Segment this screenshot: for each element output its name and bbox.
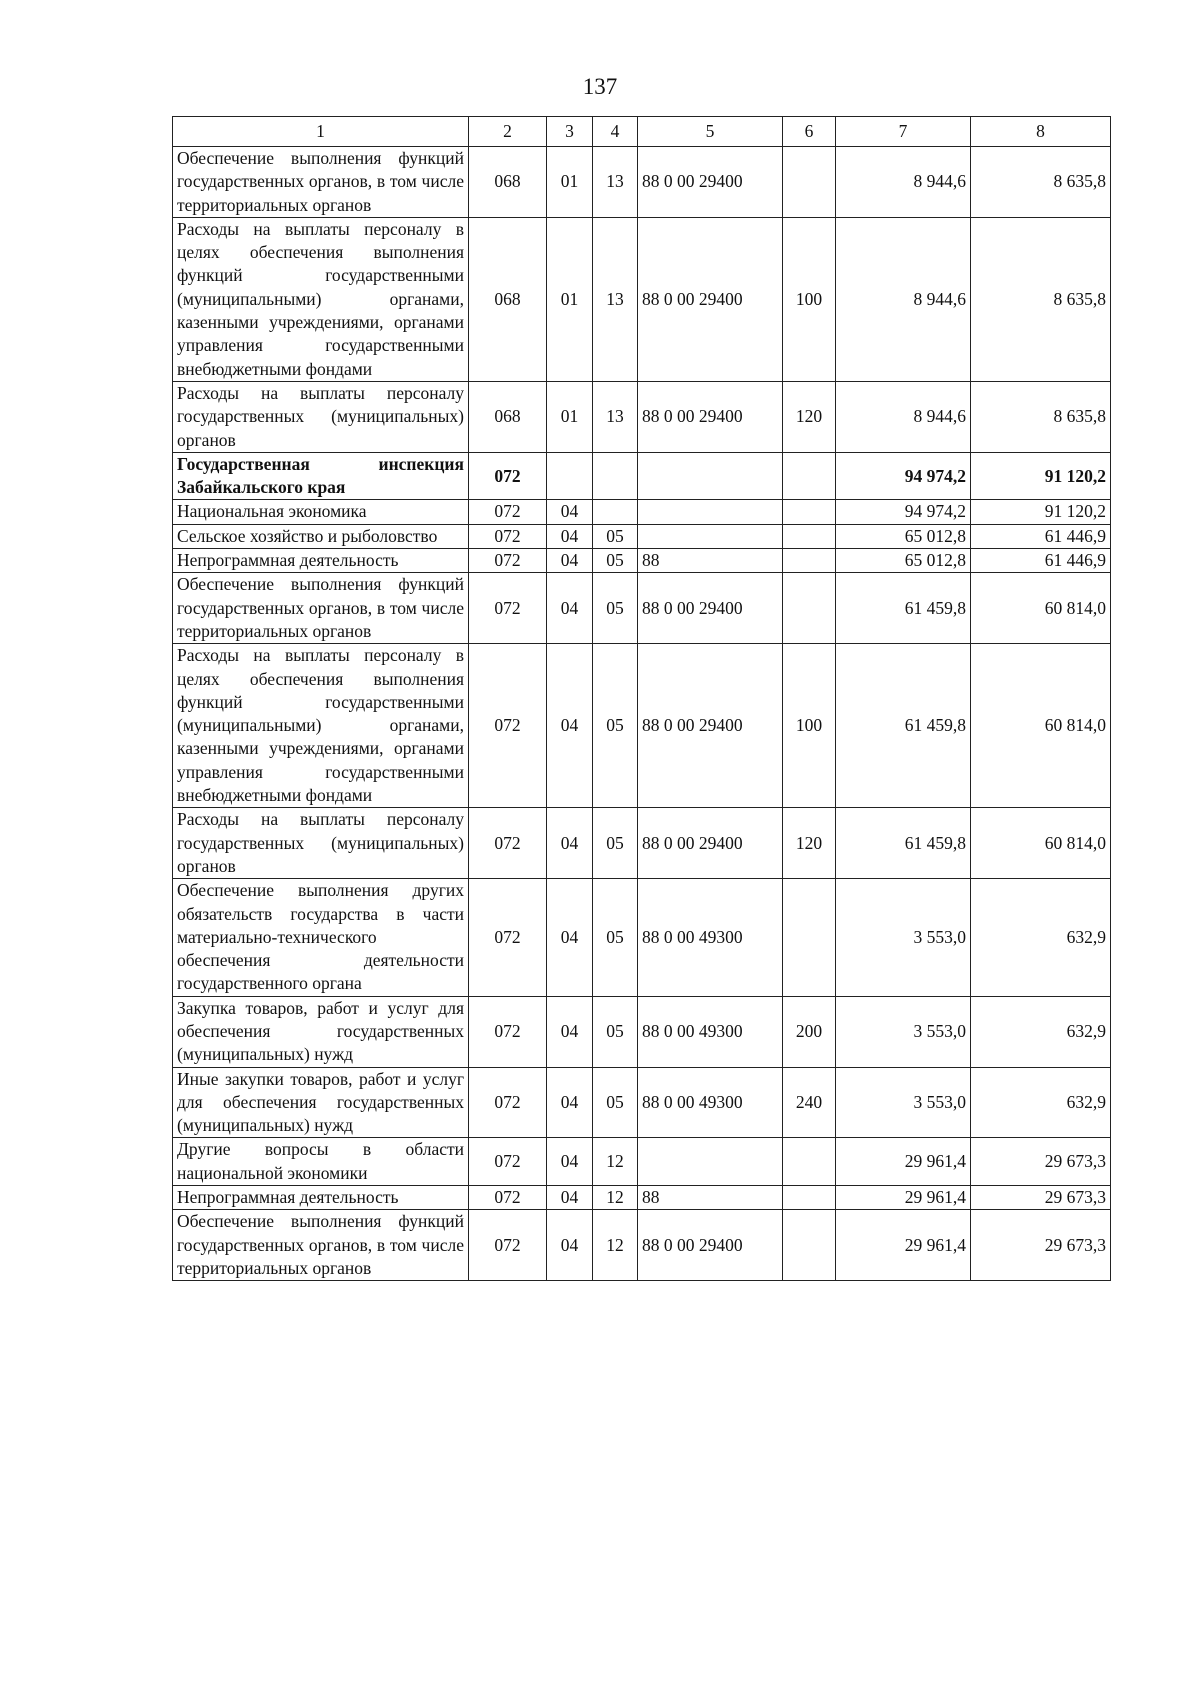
target-article-cell: 88 0 00 49300 [638,1067,783,1138]
ministry-code-cell: 072 [469,1138,547,1186]
amount-col7-cell: 8 944,6 [836,381,971,452]
section-code-cell: 04 [547,996,593,1067]
table-row [173,808,1111,879]
table-row [173,1138,1111,1186]
expense-type-cell: 200 [783,996,836,1067]
amount-col8-cell: 29 673,3 [971,1138,1111,1186]
amount-col7-cell: 8 944,6 [836,147,971,218]
amount-col8-cell: 60 814,0 [971,808,1111,879]
header-cell: 1 [173,117,469,147]
target-article-cell [638,524,783,548]
ministry-code-cell: 072 [469,1186,547,1210]
item-name-cell: Иные закупки товаров, работ и услуг для обеспечения государственных (муниципальных) нужд [173,1067,469,1138]
target-article-cell [638,1138,783,1186]
page-number: 137 [582,74,618,99]
section-code-cell: 01 [547,147,593,218]
expense-type-cell [783,1138,836,1186]
expense-type-cell [783,549,836,573]
target-article-cell: 88 0 00 49300 [638,996,783,1067]
ministry-code-cell: 072 [469,996,547,1067]
ministry-code-cell: 068 [469,217,547,381]
header-cell: 3 [547,117,593,147]
amount-col7-cell: 61 459,8 [836,644,971,808]
amount-col7-cell: 65 012,8 [836,524,971,548]
expense-type-cell [783,147,836,218]
target-article-cell [638,500,783,524]
target-article-cell: 88 0 00 29400 [638,1210,783,1281]
expense-type-cell [783,524,836,548]
table-row [173,1186,1111,1210]
amount-col7-cell: 3 553,0 [836,1067,971,1138]
expense-type-cell: 120 [783,808,836,879]
table-row [173,549,1111,573]
expense-type-cell: 100 [783,217,836,381]
target-article-cell: 88 0 00 29400 [638,644,783,808]
target-article-cell: 88 0 00 29400 [638,147,783,218]
amount-col8-cell: 8 635,8 [971,381,1111,452]
amount-col8-cell: 60 814,0 [971,644,1111,808]
target-article-cell: 88 0 00 29400 [638,808,783,879]
ministry-code-cell: 072 [469,879,547,996]
header-cell: 2 [469,117,547,147]
amount-col7-cell: 94 974,2 [836,452,971,500]
item-name-cell: Закупка товаров, работ и услуг для обеспечения государственных (муниципальных) нужд [173,996,469,1067]
amount-col8-cell: 632,9 [971,996,1111,1067]
ministry-code-cell: 072 [469,452,547,500]
section-code-cell: 04 [547,524,593,548]
amount-col8-cell: 61 446,9 [971,549,1111,573]
target-article-cell: 88 [638,1186,783,1210]
item-name-cell: Государственная инспекция Забайкальского края [173,452,469,500]
section-code-cell: 04 [547,549,593,573]
section-code-cell: 04 [547,808,593,879]
section-code-cell: 04 [547,1210,593,1281]
header-cell: 7 [836,117,971,147]
section-code-cell: 04 [547,1186,593,1210]
amount-col7-cell: 8 944,6 [836,217,971,381]
ministry-code-cell: 072 [469,808,547,879]
amount-col7-cell: 3 553,0 [836,879,971,996]
table-row [173,452,1111,500]
table-row [173,217,1111,381]
amount-col7-cell: 61 459,8 [836,573,971,644]
subsection-code-cell: 05 [593,1067,638,1138]
item-name-cell: Расходы на выплаты персоналу государственных (муниципальных) органов [173,808,469,879]
subsection-code-cell [593,500,638,524]
table-row [173,1210,1111,1281]
amount-col7-cell: 65 012,8 [836,549,971,573]
amount-col8-cell: 8 635,8 [971,147,1111,218]
target-article-cell [638,452,783,500]
header-cell: 6 [783,117,836,147]
expense-type-cell [783,573,836,644]
subsection-code-cell: 13 [593,381,638,452]
table-row [173,644,1111,808]
section-code-cell: 04 [547,879,593,996]
item-name-cell: Обеспечение выполнения функций государственных органов, в том числе территориальных органов [173,573,469,644]
amount-col8-cell: 29 673,3 [971,1186,1111,1210]
table-row [173,879,1111,996]
item-name-cell: Обеспечение выполнения других обязательств государства в части материально-технического обеспечения деятельности государственного органа [173,879,469,996]
amount-col8-cell: 61 446,9 [971,524,1111,548]
subsection-code-cell [593,452,638,500]
expense-type-cell [783,1210,836,1281]
ministry-code-cell: 072 [469,573,547,644]
target-article-cell: 88 0 00 49300 [638,879,783,996]
amount-col7-cell: 3 553,0 [836,996,971,1067]
table-row [173,524,1111,548]
amount-col8-cell: 91 120,2 [971,500,1111,524]
ministry-code-cell: 072 [469,644,547,808]
section-code-cell: 04 [547,644,593,808]
item-name-cell: Непрограммная деятельность [173,549,469,573]
table-row [173,996,1111,1067]
amount-col8-cell: 29 673,3 [971,1210,1111,1281]
amount-col8-cell: 632,9 [971,1067,1111,1138]
subsection-code-cell: 05 [593,644,638,808]
ministry-code-cell: 068 [469,147,547,218]
section-code-cell: 04 [547,1067,593,1138]
expense-type-cell [783,879,836,996]
subsection-code-cell: 05 [593,996,638,1067]
expense-type-cell [783,500,836,524]
ministry-code-cell: 072 [469,500,547,524]
header-row [173,117,1111,147]
section-code-cell: 01 [547,217,593,381]
header-cell: 5 [638,117,783,147]
target-article-cell: 88 0 00 29400 [638,217,783,381]
section-code-cell: 04 [547,500,593,524]
header-cell: 4 [593,117,638,147]
target-article-cell: 88 [638,549,783,573]
item-name-cell: Расходы на выплаты персоналу государственных (муниципальных) органов [173,381,469,452]
item-name-cell: Расходы на выплаты персоналу в целях обеспечения выполнения функций государственными (муниципальными) органами, казенными учреждениями, органами управления государственными внебюджетными фондами [173,644,469,808]
ministry-code-cell: 072 [469,549,547,573]
expense-type-cell [783,1186,836,1210]
expense-type-cell: 240 [783,1067,836,1138]
target-article-cell: 88 0 00 29400 [638,381,783,452]
amount-col8-cell: 60 814,0 [971,573,1111,644]
table-row [173,381,1111,452]
section-code-cell [547,452,593,500]
ministry-code-cell: 072 [469,1210,547,1281]
item-name-cell: Национальная экономика [173,500,469,524]
item-name-cell: Сельское хозяйство и рыболовство [173,524,469,548]
item-name-cell: Обеспечение выполнения функций государственных органов, в том числе территориальных органов [173,147,469,218]
amount-col7-cell: 29 961,4 [836,1186,971,1210]
subsection-code-cell: 13 [593,147,638,218]
amount-col8-cell: 91 120,2 [971,452,1111,500]
amount-col7-cell: 61 459,8 [836,808,971,879]
subsection-code-cell: 12 [593,1138,638,1186]
amount-col7-cell: 94 974,2 [836,500,971,524]
amount-col7-cell: 29 961,4 [836,1210,971,1281]
table-body [173,147,1111,1281]
subsection-code-cell: 05 [593,808,638,879]
target-article-cell: 88 0 00 29400 [638,573,783,644]
table-row [173,573,1111,644]
ministry-code-cell: 068 [469,381,547,452]
expense-type-cell: 120 [783,381,836,452]
subsection-code-cell: 05 [593,879,638,996]
expense-type-cell [783,452,836,500]
section-code-cell: 04 [547,573,593,644]
table-row [173,147,1111,218]
item-name-cell: Непрограммная деятельность [173,1186,469,1210]
subsection-code-cell: 05 [593,573,638,644]
section-code-cell: 04 [547,1138,593,1186]
table-row [173,500,1111,524]
header-cell: 8 [971,117,1111,147]
amount-col8-cell: 632,9 [971,879,1111,996]
subsection-code-cell: 12 [593,1210,638,1281]
expense-type-cell: 100 [783,644,836,808]
subsection-code-cell: 05 [593,549,638,573]
subsection-code-cell: 05 [593,524,638,548]
ministry-code-cell: 072 [469,1067,547,1138]
item-name-cell: Расходы на выплаты персоналу в целях обеспечения выполнения функций государственными (муниципальными) органами, казенными учреждениями, органами управления государственными внебюджетными фондами [173,217,469,381]
subsection-code-cell: 12 [593,1186,638,1210]
ministry-code-cell: 072 [469,524,547,548]
item-name-cell: Обеспечение выполнения функций государственных органов, в том числе территориальных органов [173,1210,469,1281]
subsection-code-cell: 13 [593,217,638,381]
amount-col8-cell: 8 635,8 [971,217,1111,381]
section-code-cell: 01 [547,381,593,452]
table-row [173,1067,1111,1138]
budget-table [172,116,1111,1281]
amount-col7-cell: 29 961,4 [836,1138,971,1186]
item-name-cell: Другие вопросы в области национальной экономики [173,1138,469,1186]
